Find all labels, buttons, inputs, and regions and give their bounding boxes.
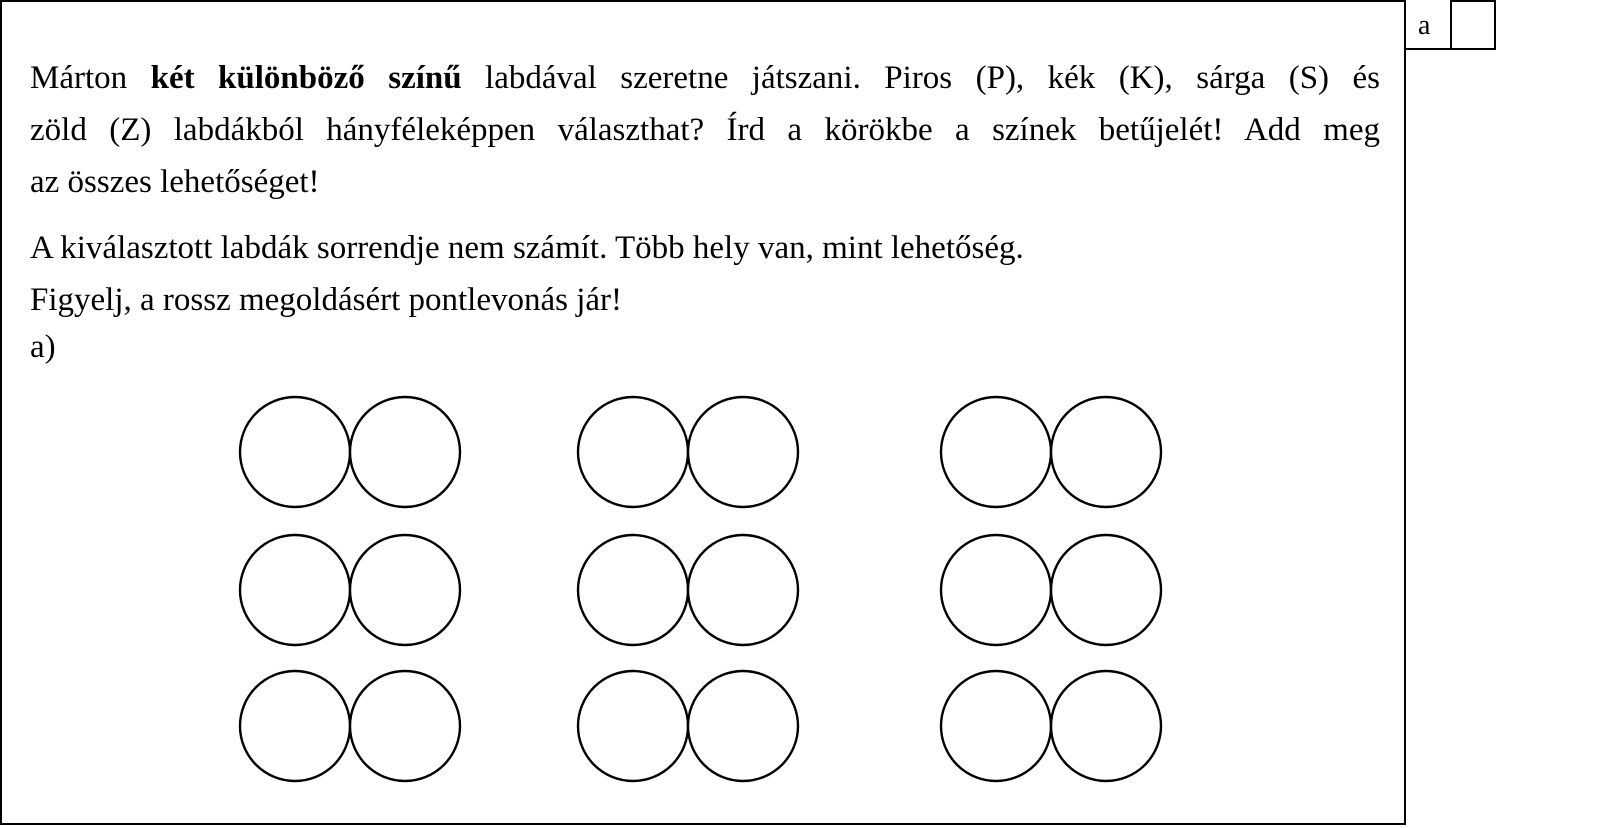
task-note-penalty: Figyelj, a rossz megoldásért pontlevonás jár! xyxy=(30,282,623,318)
part-label: a) xyxy=(30,329,56,365)
score-value-field[interactable] xyxy=(1452,0,1496,50)
task-text-rest: labdával szeretne játszani. Piros (P), kék (K), sárga (S) és xyxy=(461,60,1380,96)
task-text-line-2: zöld (Z) labdákból hányféleképpen választhat? Írd a körökbe a színek betűjelét! Add meg xyxy=(30,112,1380,148)
task-note-order: A kiválasztott labdák sorrendje nem számít. Több hely van, mint lehetőség. xyxy=(30,230,1024,266)
task-text-line-3: az összes lehetőséget! xyxy=(30,164,320,200)
score-label: a xyxy=(1406,0,1452,50)
task-text-intro: Márton xyxy=(30,60,151,96)
task-text-line-1 xyxy=(30,58,1380,98)
task-text-emphasis: két különböző színű xyxy=(150,60,462,96)
score-box xyxy=(1406,0,1496,50)
